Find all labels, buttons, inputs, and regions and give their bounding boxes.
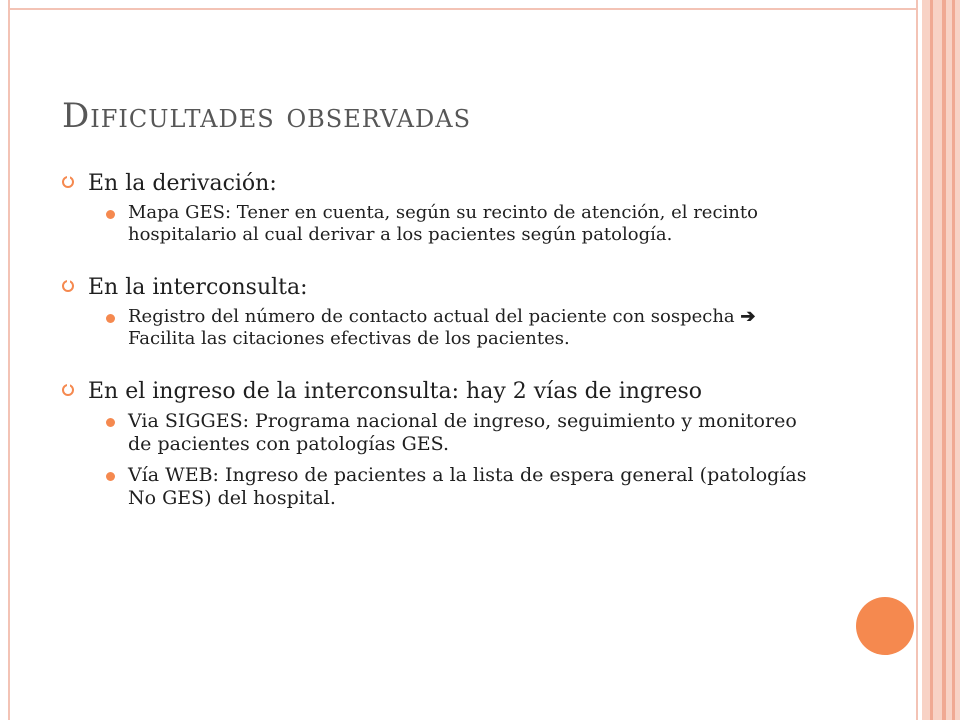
dot-bullet-icon xyxy=(106,314,115,323)
section-interconsulta xyxy=(62,274,822,350)
list-item-text: Registro del número de contacto actual del paciente con sospecha xyxy=(128,306,741,327)
section-heading-text: En la derivación: xyxy=(88,171,277,196)
list-item-text: Vía WEB: Ingreso de pacientes a la lista de espera general (patologías No GES) del hospital. xyxy=(128,464,807,509)
decorative-stripe xyxy=(952,0,955,720)
section-heading xyxy=(62,378,822,406)
slide-title: Dificultades observadas xyxy=(62,96,472,136)
list-item-text: Via SIGGES: Programa nacional de ingreso, seguimiento y monitoreo de pacientes con patologías GES. xyxy=(128,410,797,455)
decorative-stripe xyxy=(942,0,946,720)
slide-border-top xyxy=(8,8,918,10)
list-item-text: Mapa GES: Tener en cuenta, según su recinto de atención, el recinto hospitalario al cual derivar a los pacientes según patología. xyxy=(128,202,758,245)
section-heading-text: En el ingreso de la interconsulta: hay 2 vías de ingreso xyxy=(88,379,703,404)
ring-bullet-icon xyxy=(62,280,74,292)
section-ingreso xyxy=(62,378,822,510)
dot-bullet-icon xyxy=(106,472,115,481)
arrow-right-icon: ➔ xyxy=(740,306,756,327)
section-heading xyxy=(62,170,822,198)
list-item xyxy=(62,202,822,246)
slide-border-right xyxy=(916,0,918,720)
dot-bullet-icon xyxy=(106,418,115,427)
slide-content xyxy=(62,170,822,510)
slide-border-left xyxy=(8,0,10,720)
list-item xyxy=(62,410,822,456)
section-derivacion xyxy=(62,170,822,246)
ring-bullet-icon xyxy=(62,384,74,396)
decorative-circle xyxy=(856,597,914,655)
list-item xyxy=(62,464,822,510)
section-heading xyxy=(62,274,822,302)
ring-bullet-icon xyxy=(62,176,74,188)
dot-bullet-icon xyxy=(106,210,115,219)
list-item xyxy=(62,306,822,350)
decorative-stripe xyxy=(930,0,933,720)
list-item-text: Facilita las citaciones efectivas de los pacientes. xyxy=(128,328,570,349)
section-heading-text: En la interconsulta: xyxy=(88,275,308,300)
